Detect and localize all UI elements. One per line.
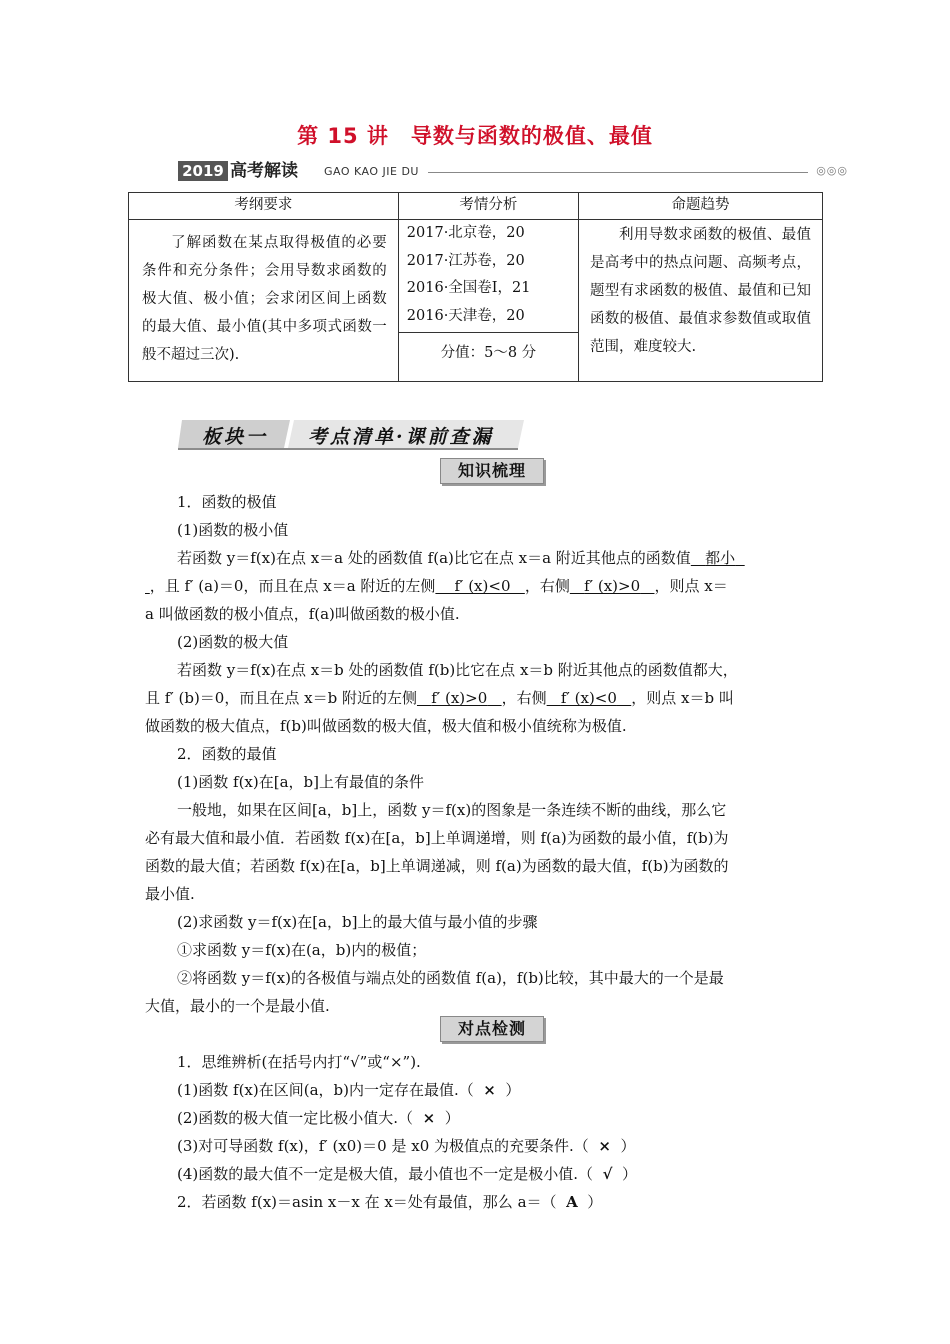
text-line: 函数的最大值；若函数 f(x)在[a，b]上单调递减，则 f(a)为函数的最大值，f(b)为函数的: [145, 857, 729, 875]
text-line: ②将函数 y＝f(x)的各极值与端点处的函数值 f(a)，f(b)比较，其中最大的一个是最: [177, 969, 724, 987]
exam-year-item: 2016·天津卷，20: [406, 307, 525, 324]
fill-blank-answer: f′ (x)>0: [431, 689, 488, 707]
text-line: 大值，最小的一个是最小值.: [145, 997, 330, 1015]
exam-analysis-table: [128, 192, 823, 382]
text-line: (1)函数 f(x)在[a，b]上有最值的条件: [177, 773, 424, 791]
answer-mark: √: [602, 1165, 613, 1183]
text-span: ）: [620, 1137, 636, 1155]
exam-year-item: 2017·北京卷，20: [406, 225, 525, 241]
fill-blank-answer: f′ (x)>0: [584, 577, 641, 595]
text-span: 且 f′ (b)＝0，而且在点 x＝b 附近的左侧: [145, 689, 417, 707]
subheading-check: 对点检测: [440, 1016, 544, 1042]
text-line: [145, 688, 810, 708]
header-analysis: 考情分析: [398, 193, 578, 220]
text-span: ，则点 x＝b 叫: [631, 689, 734, 707]
trend-text: 利用导数求函数的极值、最值是高考中的热点问题、高频考点，题型有求函数的极值、最值和已知函数的极值、最值求参数值或取值范围，难度较大.: [590, 227, 811, 355]
fill-blank-answer: f′ (x)<0: [560, 689, 617, 707]
question-line: [177, 1080, 810, 1100]
trend-cell: [579, 220, 823, 382]
answer-mark: A: [566, 1193, 578, 1211]
section-name: 考点清单·课前查漏: [308, 426, 494, 448]
exam-year-item: 2016·全国卷Ⅰ，21: [406, 280, 531, 296]
subheading-knowledge: 知识梳理: [440, 458, 544, 484]
banner-dots-icon: ◎◎◎: [816, 164, 848, 177]
header-requirement: 考纲要求: [129, 193, 399, 220]
text-line: 必有最大值和最小值．若函数 f(x)在[a，b]上单调递增，则 f(a)为函数的最小值，f(b)为: [145, 829, 729, 847]
banner-pinyin: GAO KAO JIE DU: [324, 165, 419, 178]
text-span: 若函数 y＝f(x)在点 x＝a 处的函数值 f(a)比它在点 x＝a 附近其他点的函数值: [177, 549, 691, 567]
text-line: [177, 548, 810, 568]
text-line: 一般地，如果在区间[a，b]上，函数 y＝f(x)的图象是一条连续不断的曲线，那么它: [177, 801, 727, 819]
text-line: 做函数的极大值点，f(b)叫做函数的极大值，极大值和极小值统称为极值.: [145, 717, 627, 735]
exam-years: [399, 220, 578, 333]
text-line: (2)函数的极大值: [177, 633, 289, 651]
banner-divider: [428, 172, 808, 173]
text-span: (3)对可导函数 f(x)，f′ (x0)＝0 是 x0 为极值点的充要条件.（: [177, 1137, 589, 1155]
question-line: [177, 1164, 810, 1184]
text-span: (1)函数 f(x)在区间(a，b)内一定存在最值.（: [177, 1081, 474, 1099]
requirement-text: 了解函数在某点取得极值的必要条件和充分条件；会用导数求函数的极大值、极小值；会求闭区间上函数的最大值、最小值(其中多项式函数一般不超过三次).: [142, 235, 387, 363]
section-heading: [178, 416, 528, 452]
text-span: (2)函数的极大值一定比极小值大.（: [177, 1109, 414, 1127]
text-line: (2)求函数 y＝f(x)在[a，b]上的最大值与最小值的步骤: [177, 913, 538, 931]
question-line: [177, 1192, 810, 1212]
answer-mark: ×: [422, 1109, 436, 1127]
text-span: ）: [505, 1081, 521, 1099]
fill-blank-answer: f′ (x)<0: [454, 577, 511, 595]
text-line: ①求函数 y＝f(x)在(a，b)内的极值；: [177, 941, 427, 959]
text-line: 2．函数的最值: [177, 745, 277, 763]
score-value: 分值：5～8 分: [440, 345, 537, 361]
header-trend: 命题趋势: [579, 193, 823, 220]
question-line: [177, 1136, 810, 1156]
section-number: 板块一: [202, 426, 269, 448]
text-span: ，右侧: [524, 577, 570, 595]
requirement-cell: [129, 220, 399, 382]
text-span: ）: [587, 1193, 603, 1211]
text-line: 若函数 y＝f(x)在点 x＝b 处的函数值 f(b)比它在点 x＝b 附近其他点的函数值都大，: [177, 661, 738, 679]
text-span: ，则点 x＝: [654, 577, 728, 595]
text-line: 1．函数的极值: [177, 493, 277, 511]
gaokao-banner: [178, 160, 848, 182]
lesson-title: 第 15 讲 导数与函数的极值、最值: [297, 124, 653, 148]
banner-title: 高考解读: [230, 161, 298, 181]
text-line: [145, 576, 810, 596]
answer-mark: ×: [483, 1081, 496, 1099]
text-span: (4)函数的最大值不一定是极大值，最小值也不一定是极小值.（: [177, 1165, 594, 1183]
text-span: ）: [621, 1165, 637, 1183]
text-line: a 叫做函数的极小值点，f(a)叫做函数的极小值.: [145, 605, 460, 623]
question-line: [177, 1108, 810, 1128]
text-span: ，右侧: [501, 689, 547, 707]
text-span: 2．若函数 f(x)＝asin x－x 在 x＝处有最值，那么 a＝（: [177, 1193, 557, 1211]
banner-year: 2019: [178, 161, 228, 181]
text-line: (1)函数的极小值: [177, 521, 289, 539]
answer-mark: ×: [598, 1137, 611, 1155]
text-span: ）: [444, 1109, 460, 1127]
question-line: 1．思维辨析(在括号内打“√”或“×”).: [177, 1053, 421, 1071]
analysis-cell: [398, 220, 578, 382]
text-span: ，且 f′ (a)＝0，而且在点 x＝a 附近的左侧: [149, 577, 436, 595]
exam-year-item: 2017·江苏卷，20: [406, 252, 525, 269]
text-line: 最小值.: [145, 885, 195, 903]
fill-blank-answer: 都小: [705, 549, 736, 567]
